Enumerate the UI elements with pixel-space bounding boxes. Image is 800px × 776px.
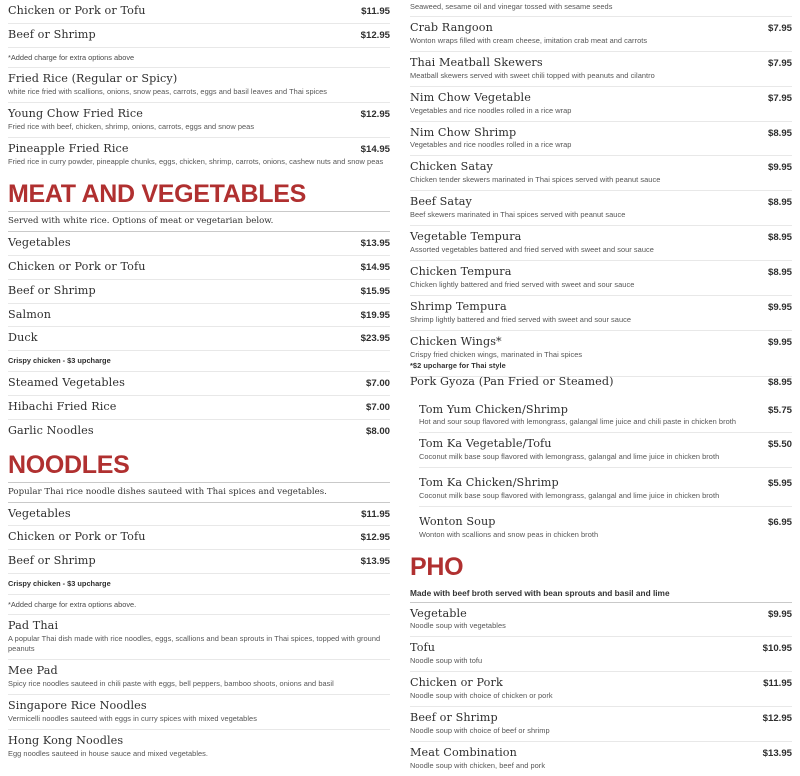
menu-item bbox=[419, 467, 792, 506]
item-name: Vegetable Tempura bbox=[410, 230, 522, 244]
item-name: Pineapple Fried Rice bbox=[8, 142, 129, 156]
item-name: Meat Combination bbox=[410, 746, 517, 760]
item-name: Vegetable bbox=[410, 606, 467, 620]
item-description: Shrimp lightly battered and fried served with sweet and sour sauce bbox=[410, 314, 632, 324]
menu-item bbox=[8, 23, 390, 47]
item-name: Nim Chow Vegetable bbox=[410, 90, 531, 104]
item-price: $8.95 bbox=[767, 197, 792, 209]
menu-item bbox=[8, 419, 390, 443]
menu-item bbox=[8, 326, 390, 350]
item-description: Noodle soup with chicken, beef and pork bbox=[410, 760, 546, 770]
item-name: Chicken or Pork or Tofu bbox=[8, 259, 146, 273]
item-name: Hong Kong Noodles bbox=[8, 733, 124, 747]
item-name: Chicken or Pork bbox=[410, 676, 503, 690]
item-price: $11.95 bbox=[361, 6, 390, 17]
item-price: $5.75 bbox=[767, 404, 792, 416]
item-name: Beef or Shrimp bbox=[8, 554, 96, 568]
item-description: Vegetables and rice noodles rolled in a rice wrap bbox=[410, 140, 572, 150]
item-name: Salmon bbox=[8, 307, 52, 321]
item-name: Singapore Rice Noodles bbox=[8, 699, 147, 713]
item-description: Chicken tender skewers marinated in Thai spices served with peanut sauce bbox=[410, 175, 661, 185]
soups-list bbox=[410, 398, 792, 545]
item-price: $7.00 bbox=[365, 377, 390, 389]
item-description: Vermicelli noodles sauteed with eggs in curry spices with mixed vegetables bbox=[8, 714, 257, 723]
item-price: $13.95 bbox=[762, 748, 792, 760]
upcharge-note: Crispy chicken - $3 upcharge bbox=[8, 350, 390, 371]
item-name: Vegetables bbox=[8, 506, 71, 520]
item-price: $12.95 bbox=[360, 29, 390, 41]
item-description: Egg noodles sauteed in house sauce and mixed vegetables. bbox=[8, 748, 209, 758]
item-name: Beef or Shrimp bbox=[410, 711, 498, 725]
menu-item bbox=[8, 694, 390, 729]
menu-item bbox=[410, 51, 792, 86]
item-name: Chicken or Pork or Tofu bbox=[8, 4, 146, 17]
menu-item bbox=[410, 190, 792, 225]
item-description: Beef skewers marinated in Thai spices served with peanut sauce bbox=[410, 210, 626, 220]
menu-item bbox=[410, 706, 792, 741]
section-title-pho: PHO bbox=[410, 553, 464, 581]
item-name: Shrimp Tempura bbox=[410, 299, 507, 313]
item-description: Hot and sour soup flavored with lemongrass, galangal lime juice and chili paste in chicken broth bbox=[419, 417, 737, 427]
item-name: Crab Rangoon bbox=[410, 20, 493, 34]
menu-item bbox=[8, 614, 390, 659]
menu-item bbox=[410, 330, 792, 376]
item-description: Wonton wraps filled with cream cheese, imitation crab meat and carrots bbox=[410, 35, 648, 45]
item-description: Meatball skewers served with sweet chili topped with peanuts and cilantro bbox=[410, 70, 655, 80]
item-description: white rice fried with scallions, onions, snow peas, carrots, eggs and basil leaves and Thai spices bbox=[8, 87, 328, 97]
section-note: Served with white rice. Options of meat or vegetarian below. bbox=[8, 216, 274, 227]
left-column bbox=[0, 0, 400, 758]
item-name: Chicken Satay bbox=[410, 160, 493, 174]
item-price: $7.00 bbox=[365, 401, 390, 413]
menu-item bbox=[410, 121, 792, 156]
item-description: Fried rice in curry powder, pineapple chunks, eggs, chicken, shrimp, carrots, onions, cashew nuts and snow peas bbox=[8, 156, 384, 166]
item-price: $14.95 bbox=[360, 261, 390, 273]
item-name: Pork Gyoza (Pan Fried or Steamed) bbox=[410, 374, 614, 388]
menu-item bbox=[410, 636, 792, 671]
item-price: $9.95 bbox=[767, 336, 792, 348]
menu-item bbox=[8, 395, 390, 419]
item-price: $10.95 bbox=[762, 643, 792, 655]
menu-item bbox=[8, 137, 390, 172]
item-name: Wonton Soup bbox=[419, 515, 496, 529]
item-price: $12.95 bbox=[360, 532, 390, 544]
item-name: Mee Pad bbox=[8, 664, 58, 678]
item-name: Tom Ka Chicken/Shrimp bbox=[419, 476, 559, 490]
upcharge-note: Crispy chicken - $3 upcharge bbox=[8, 573, 390, 594]
item-name: Tom Ka Vegetable/Tofu bbox=[419, 437, 552, 451]
menu-item bbox=[8, 255, 390, 279]
menu-item bbox=[410, 671, 792, 706]
item-price: $23.95 bbox=[360, 333, 390, 345]
item-name: Pad Thai bbox=[8, 619, 59, 633]
item-price: $8.95 bbox=[767, 232, 792, 244]
item-name: Young Chow Fried Rice bbox=[8, 107, 143, 121]
menu-item bbox=[8, 0, 390, 23]
item-name: Tofu bbox=[410, 641, 436, 655]
item-price: $19.95 bbox=[360, 309, 390, 321]
menu-item bbox=[419, 398, 792, 433]
menu-item bbox=[8, 502, 390, 526]
right-column bbox=[400, 0, 800, 770]
item-price: $8.95 bbox=[767, 376, 792, 388]
item-description: Spicy rice noodles sauteed in chili paste with eggs, bell peppers, bamboo shoots, onions and basil bbox=[8, 679, 334, 689]
item-description: Noodle soup with tofu bbox=[410, 656, 483, 666]
menu-item bbox=[410, 260, 792, 295]
item-name: Chicken Wings* bbox=[410, 334, 502, 348]
item-description: Fried rice with beef, chicken, shrimp, onions, carrots, eggs and snow peas bbox=[8, 122, 255, 132]
menu-item bbox=[410, 155, 792, 190]
item-name: Duck bbox=[8, 331, 38, 345]
item-price: $14.95 bbox=[360, 144, 390, 156]
item-description: Chicken lightly battered and fried served with sweet and sour sauce bbox=[410, 279, 635, 289]
item-description: Noodle soup with vegetables bbox=[410, 621, 506, 631]
item-price: $7.95 bbox=[767, 57, 792, 69]
item-description: Noodle soup with choice of chicken or pork bbox=[410, 691, 553, 701]
item-price: $12.95 bbox=[762, 713, 792, 725]
extra-options-note: *Added charge for extra options above. bbox=[8, 594, 390, 615]
item-price: $9.95 bbox=[767, 162, 792, 174]
item-name: Vegetables bbox=[8, 235, 71, 249]
item-description: A popular Thai dish made with rice noodles, eggs, scallions and bean sprouts in Thai spices, topped with ground peanuts bbox=[8, 634, 381, 654]
item-price: $11.95 bbox=[361, 508, 390, 520]
item-name: Nim Chow Shrimp bbox=[410, 125, 517, 139]
menu-item bbox=[410, 86, 792, 121]
item-description: Seaweed, sesame oil and vinegar tossed with sesame seeds bbox=[410, 2, 613, 11]
item-price: $8.95 bbox=[767, 267, 792, 278]
section-title-meat-and-vegetables: MEAT AND VEGETABLES bbox=[8, 179, 307, 208]
item-name: Tom Yum Chicken/Shrimp bbox=[419, 402, 569, 416]
menu-item bbox=[410, 603, 792, 637]
item-price: $9.95 bbox=[767, 608, 792, 620]
menu-item bbox=[8, 102, 390, 137]
menu-item bbox=[410, 741, 792, 776]
item-price: $5.50 bbox=[767, 439, 792, 451]
menu-item bbox=[8, 729, 390, 764]
menu-item bbox=[419, 506, 792, 545]
menu-item bbox=[8, 371, 390, 395]
menu-item bbox=[8, 67, 390, 102]
item-price: $8.00 bbox=[365, 425, 390, 437]
item-price: $12.95 bbox=[360, 109, 390, 121]
item-description: Coconut milk base soup flavored with lemongrass, galangal and lime juice in chicken broth bbox=[419, 491, 720, 501]
item-name: Beef or Shrimp bbox=[8, 27, 96, 41]
item-upcharge-note: *$2 upcharge for Thai style bbox=[410, 360, 506, 370]
item-price: $9.95 bbox=[767, 301, 792, 313]
item-price: $13.95 bbox=[360, 237, 390, 249]
menu-item bbox=[8, 303, 390, 327]
menu-item bbox=[410, 295, 792, 330]
menu-item bbox=[410, 225, 792, 260]
menu-item bbox=[8, 659, 390, 694]
item-price: $7.95 bbox=[767, 92, 792, 104]
item-price: $7.95 bbox=[767, 22, 792, 34]
menu-item bbox=[410, 16, 792, 51]
item-description: Coconut milk base soup flavored with lemongrass, galangal and lime juice in chicken broth bbox=[419, 452, 720, 462]
menu-item bbox=[8, 525, 390, 549]
menu-item bbox=[8, 231, 390, 255]
item-price: $6.95 bbox=[767, 517, 792, 529]
item-name: Garlic Noodles bbox=[8, 423, 94, 437]
item-description: Noodle soup with choice of beef or shrimp bbox=[410, 726, 550, 736]
item-description: Assorted vegetables battered and fried served with sweet and sour sauce bbox=[410, 245, 654, 255]
item-name: Hibachi Fried Rice bbox=[8, 399, 117, 413]
item-name: Steamed Vegetables bbox=[8, 375, 125, 389]
item-name: Beef or Shrimp bbox=[8, 283, 96, 297]
item-name: Fried Rice (Regular or Spicy) bbox=[8, 72, 178, 86]
item-name: Chicken or Pork or Tofu bbox=[8, 530, 146, 544]
menu-item-clipped bbox=[410, 376, 792, 398]
section-note: Made with beef broth served with bean sprouts and basil and lime bbox=[410, 588, 670, 599]
extra-options-note: *Added charge for extra options above bbox=[8, 47, 390, 68]
item-name: Beef Satay bbox=[410, 195, 472, 209]
section-title-noodles: NOODLES bbox=[8, 450, 130, 479]
item-price: $5.95 bbox=[767, 478, 792, 490]
item-name: Chicken Tempura bbox=[410, 265, 512, 278]
item-price: $8.95 bbox=[767, 127, 792, 139]
item-name: Thai Meatball Skewers bbox=[410, 55, 543, 69]
item-description: Wonton with scallions and snow peas in chicken broth bbox=[419, 530, 599, 540]
menu-item bbox=[419, 432, 792, 467]
menu-item bbox=[8, 279, 390, 303]
section-note: Popular Thai rice noodle dishes sauteed with Thai spices and vegetables. bbox=[8, 486, 327, 497]
menu-item bbox=[8, 549, 390, 573]
item-price: $15.95 bbox=[360, 285, 390, 297]
item-price: $11.95 bbox=[763, 678, 792, 690]
item-price: $13.95 bbox=[360, 556, 390, 568]
item-description: Crispy fried chicken wings, marinated in Thai spices bbox=[410, 349, 583, 359]
item-description: Vegetables and rice noodles rolled in a rice wrap bbox=[410, 105, 572, 115]
